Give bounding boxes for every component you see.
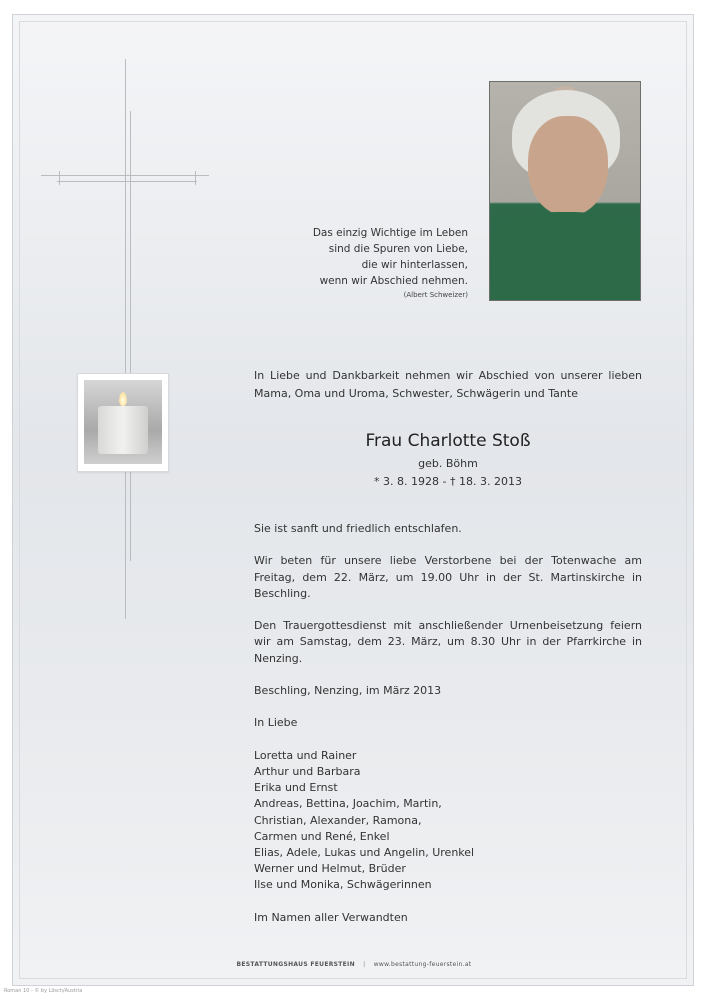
template-credit: Roman 10 - © by Lösch/Austria	[4, 988, 83, 994]
mourner-line: Elias, Adele, Lukas und Angelin, Urenkel	[254, 845, 475, 859]
paragraph-in-love: In Liebe	[254, 716, 298, 730]
mourner-line: Loretta und Rainer	[254, 748, 357, 762]
mourner-line: Andreas, Bettina, Joachim, Martin,	[254, 797, 442, 811]
quote-line: sind die Spuren von Liebe,	[328, 243, 468, 255]
portrait-body	[489, 212, 641, 301]
candle-background	[84, 380, 162, 464]
cross-vertical-line-secondary	[130, 111, 131, 561]
paragraph-wake: Wir beten für unsere liebe Verstorbene bei der Totenwache am Freitag, dem 22. März, um 19.00 Uhr in der St. Martinskirche in Beschling.	[254, 554, 642, 600]
mourner-line: Erika und Ernst	[254, 781, 338, 795]
paragraph-place-date: Beschling, Nenzing, im März 2013	[254, 683, 442, 697]
parte-card	[12, 14, 694, 986]
quote-author: (Albert Schweizer)	[403, 291, 468, 299]
mourner-line: Arthur und Barbara	[254, 764, 361, 778]
cross-horizontal-line-secondary	[57, 181, 197, 182]
cross-horizontal-line	[41, 175, 209, 176]
portrait-face	[528, 116, 608, 216]
mourner-line: Christian, Alexander, Ramona,	[254, 813, 422, 827]
footer	[13, 961, 695, 968]
footer-brand: BESTATTUNGSHAUS FEUERSTEIN	[236, 961, 355, 968]
quote-block	[263, 225, 468, 301]
cross-arm-tick-left	[59, 171, 60, 185]
life-dates: * 3. 8. 1928 - † 18. 3. 2013	[374, 475, 522, 488]
candle-flame-icon	[119, 392, 127, 406]
deceased-name: Frau Charlotte Stoß	[365, 431, 531, 451]
quote-line: wenn wir Abschied nehmen.	[319, 275, 468, 287]
paragraph-peaceful: Sie ist sanft und friedlich entschlafen.	[254, 522, 462, 535]
candle-image	[77, 373, 169, 472]
mourners-list	[254, 748, 642, 894]
announcement-body	[254, 521, 642, 942]
cross-arm-tick-right	[195, 171, 196, 185]
mourner-line: Carmen und René, Enkel	[254, 829, 390, 843]
cross-vertical-line	[125, 59, 126, 619]
mourner-line: Werner und Helmut, Brüder	[254, 862, 406, 876]
intro-text: In Liebe und Dankbarkeit nehmen wir Abschied von unserer lieben Mama, Oma und Uroma, Schwester, Schwägerin und Tante	[254, 369, 642, 400]
footer-separator: |	[363, 961, 366, 968]
closing-line: Im Namen aller Verwandten	[254, 910, 408, 924]
birth-name: geb. Böhm	[418, 457, 478, 470]
footer-website-link[interactable]: www.bestattung-feuerstein.at	[373, 961, 472, 968]
quote-line: die wir hinterlassen,	[361, 259, 468, 271]
paragraph-funeral: Den Trauergottesdienst mit anschließender Urnenbeisetzung feiern wir am Samstag, dem 23. März, um 8.30 Uhr in der Pfarrkirche in Nenzing.	[254, 619, 642, 665]
mourner-line: Ilse und Monika, Schwägerinnen	[254, 878, 432, 892]
portrait-photo	[489, 81, 641, 301]
candle-icon	[98, 406, 148, 454]
quote-line: Das einzig Wichtige im Leben	[312, 227, 468, 239]
